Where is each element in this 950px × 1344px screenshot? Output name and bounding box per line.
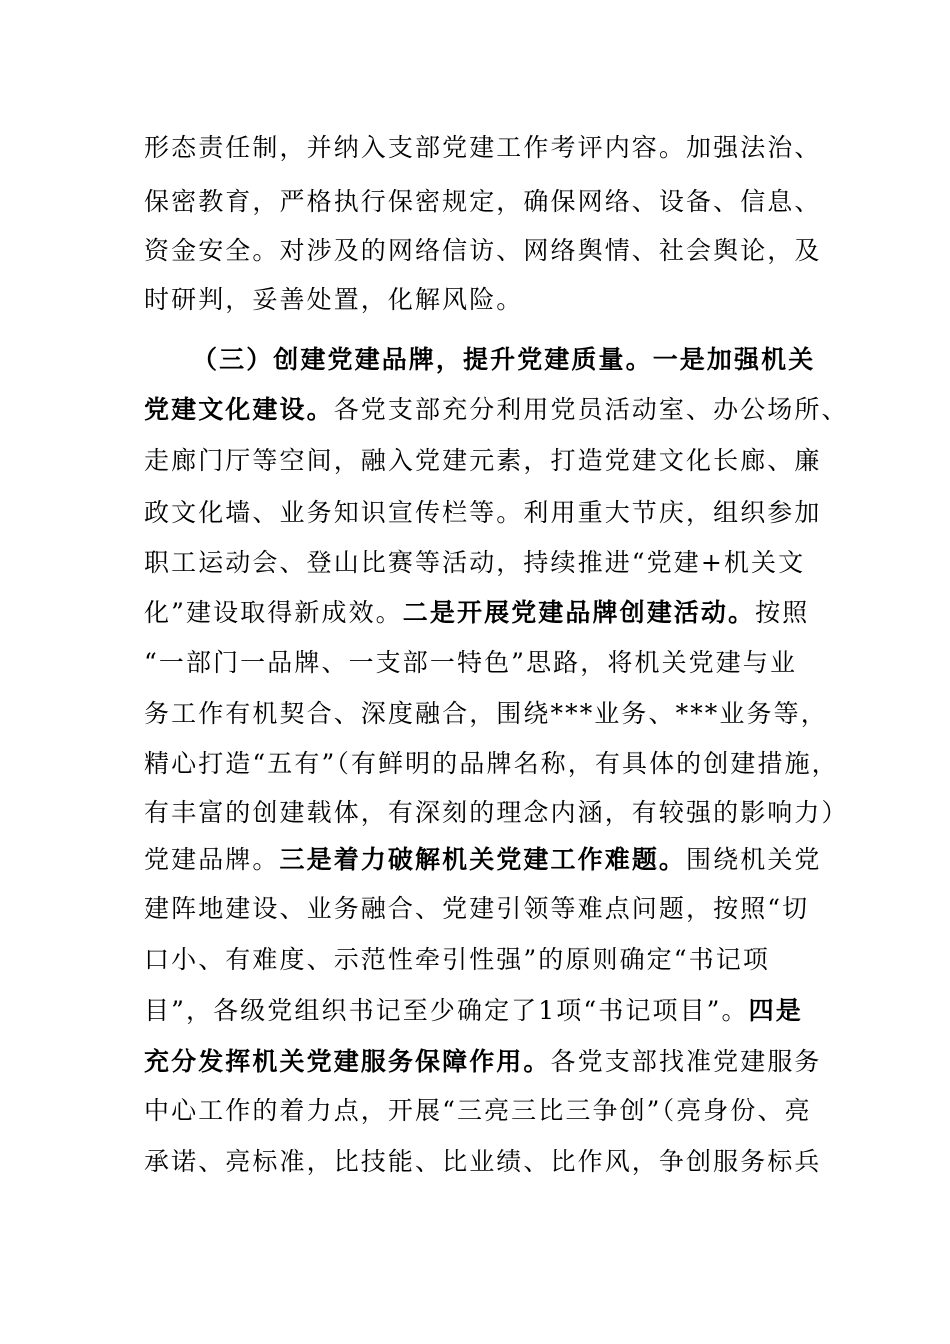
text-line-9	[144, 543, 805, 583]
text-line-12	[144, 694, 828, 734]
text-segment: 围绕机关党	[686, 845, 822, 874]
text-segment: 时研判，妥善处置，化解风险。	[144, 285, 524, 314]
text-segment: 口小、有难度、示范性牵引性强”的原则确定“书记项	[144, 945, 770, 974]
text-segment: 各党支部找准党建服务	[550, 1047, 822, 1076]
text-line-13	[144, 744, 839, 784]
bold-text-segment: 三是着力破解机关党建工作难题。	[279, 845, 687, 874]
text-line-18	[144, 991, 803, 1031]
text-line-15	[144, 840, 822, 880]
bold-text-segment: 四是	[748, 996, 803, 1025]
text-line-17	[144, 940, 770, 980]
text-line-2	[144, 182, 822, 222]
text-segment: 精心打造“五有”（有鲜明的品牌名称，有具体的创建措施，	[144, 749, 839, 778]
text-line-8	[144, 493, 822, 533]
text-line-7	[144, 441, 822, 481]
text-segment: 政文化墙、业务知识宣传栏等。利用重大节庆，组织参加	[144, 498, 822, 527]
text-line-14	[144, 793, 849, 833]
bold-text-segment: 充分发挥机关党建服务保障作用。	[144, 1047, 551, 1076]
text-segment: 走廊门厅等空间，融入党建元素，打造党建文化长廊、廉	[144, 446, 822, 475]
text-line-19	[144, 1042, 822, 1082]
text-line-10	[144, 593, 809, 633]
text-line-5	[192, 340, 815, 380]
text-line-1	[144, 128, 822, 168]
text-segment: “一部门一品牌、一支部一特色”思路，将机关党建与业	[144, 648, 798, 677]
text-segment: 资金安全。对涉及的网络信访、网络舆情、社会舆论，及	[144, 236, 822, 265]
text-segment: 按照	[755, 598, 810, 627]
text-segment: 职工运动会、登山比赛等活动，持续推进“党建+机关文	[144, 548, 806, 577]
text-line-6	[144, 390, 849, 430]
text-line-11	[144, 643, 797, 683]
text-segment: 中心工作的着力点，开展“三亮三比三争创”（亮身份、亮	[144, 1096, 812, 1125]
text-segment: 各党支部充分利用党员活动室、办公场所、	[333, 395, 849, 424]
text-segment: 务工作有机契合、深度融合，围绕***业务、***业务等，	[144, 699, 828, 728]
text-line-4	[144, 280, 523, 320]
text-line-20	[144, 1091, 812, 1131]
bold-text-segment: （三）创建党建品牌，提升党建质量。一是加强机关	[192, 345, 816, 374]
text-segment: 有丰富的创建载体，有深刻的理念内涵，有较强的影响力）	[144, 798, 849, 827]
text-segment: 保密教育，严格执行保密规定，确保网络、设备、信息、	[144, 187, 822, 216]
text-segment: 承诺、亮标准，比技能、比业绩、比作风，争创服务标兵	[144, 1147, 822, 1176]
text-segment: 目”，各级党组织书记至少确定了1项“书记项目”。	[144, 996, 749, 1025]
text-line-21	[144, 1142, 822, 1182]
bold-text-segment: 二是开展党建品牌创建活动。	[402, 598, 756, 627]
text-line-3	[144, 231, 822, 271]
text-segment: 建阵地建设、业务融合、党建引领等难点问题，按照“切	[144, 894, 810, 923]
text-segment: 形态责任制，并纳入支部党建工作考评内容。加强法治、	[144, 133, 822, 162]
text-segment: 党建品牌。	[144, 845, 280, 874]
text-line-16	[144, 889, 809, 929]
text-segment: 化”建设取得新成效。	[144, 598, 403, 627]
bold-text-segment: 党建文化建设。	[144, 395, 334, 424]
